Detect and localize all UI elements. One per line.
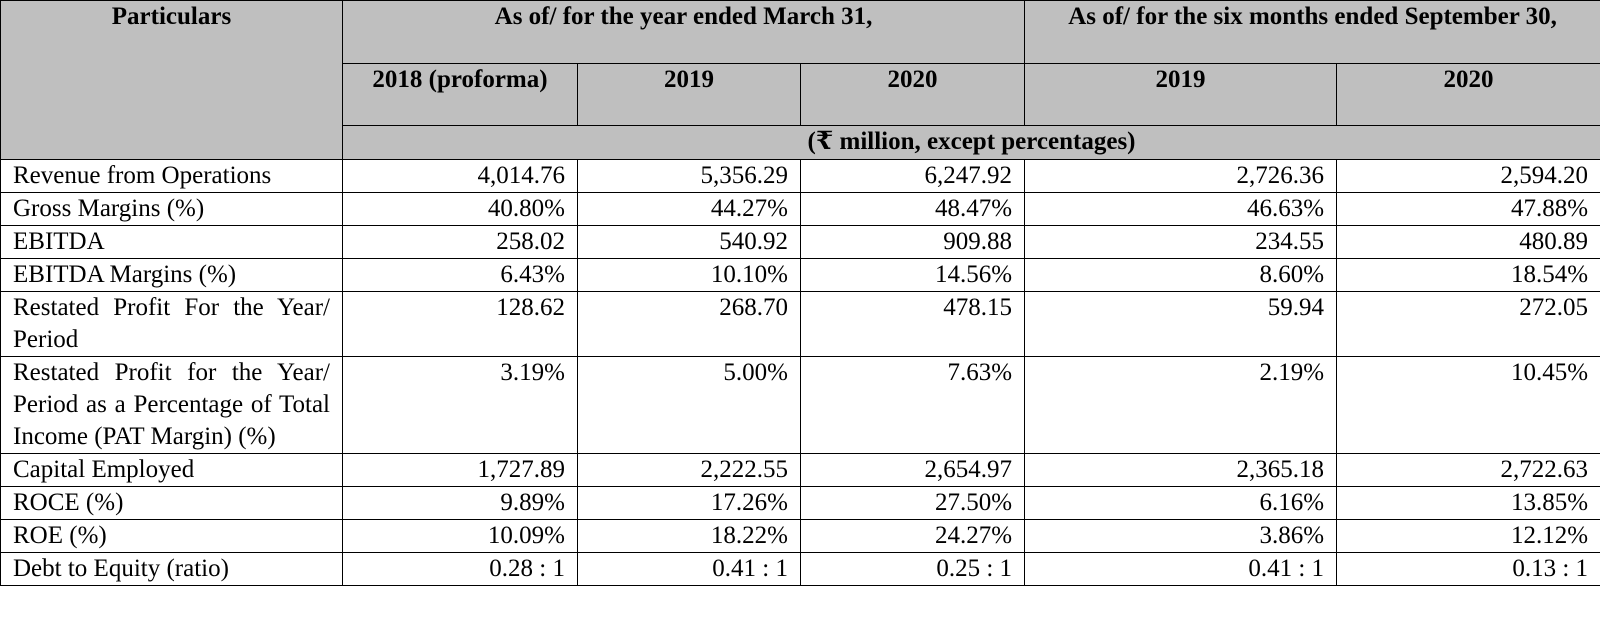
year-header-fy-2018: 2018 (proforma) (343, 64, 578, 126)
table-cell: 478.15 (801, 292, 1025, 357)
table-cell: 12.12% (1337, 520, 1600, 553)
table-cell: 2.19% (1025, 357, 1337, 454)
row-label: Restated Profit For the Year/ Period (1, 292, 343, 357)
table-cell: 5.00% (578, 357, 801, 454)
table-cell: 44.27% (578, 193, 801, 226)
table-row (1, 454, 1600, 487)
header-group-row (1, 1, 1600, 64)
table-cell: 128.62 (343, 292, 578, 357)
table-cell: 2,365.18 (1025, 454, 1337, 487)
table-cell: 40.80% (343, 193, 578, 226)
table-cell: 480.89 (1337, 226, 1600, 259)
table-cell: 10.45% (1337, 357, 1600, 454)
table-row (1, 226, 1600, 259)
table-cell: 268.70 (578, 292, 801, 357)
table-cell: 7.63% (801, 357, 1025, 454)
table-cell: 4,014.76 (343, 160, 578, 193)
table-cell: 0.28 : 1 (343, 553, 578, 586)
table-cell: 540.92 (578, 226, 801, 259)
row-label: EBITDA (1, 226, 343, 259)
table-cell: 5,356.29 (578, 160, 801, 193)
row-label: Revenue from Operations (1, 160, 343, 193)
table-cell: 10.10% (578, 259, 801, 292)
table-cell: 272.05 (1337, 292, 1600, 357)
table-cell: 14.56% (801, 259, 1025, 292)
table-cell: 59.94 (1025, 292, 1337, 357)
table-cell: 2,722.63 (1337, 454, 1600, 487)
table-cell: 27.50% (801, 487, 1025, 520)
table-cell: 18.22% (578, 520, 801, 553)
table-cell: 2,726.36 (1025, 160, 1337, 193)
year-header-6m-2019: 2019 (1025, 64, 1337, 126)
row-label: ROCE (%) (1, 487, 343, 520)
particulars-header: Particulars (1, 1, 343, 160)
six-months-group-header: As of/ for the six months ended September 30, (1025, 1, 1600, 64)
table-row (1, 160, 1600, 193)
year-header-6m-2020: 2020 (1337, 64, 1600, 126)
table-cell: 13.85% (1337, 487, 1600, 520)
row-label: ROE (%) (1, 520, 343, 553)
table-body (1, 160, 1600, 586)
table-cell: 1,727.89 (343, 454, 578, 487)
fiscal-year-group-header: As of/ for the year ended March 31, (343, 1, 1025, 64)
table-cell: 18.54% (1337, 259, 1600, 292)
table-cell: 0.13 : 1 (1337, 553, 1600, 586)
table-cell: 47.88% (1337, 193, 1600, 226)
table-cell: 6,247.92 (801, 160, 1025, 193)
table-cell: 2,222.55 (578, 454, 801, 487)
table-cell: 258.02 (343, 226, 578, 259)
table-cell: 6.43% (343, 259, 578, 292)
table-cell: 909.88 (801, 226, 1025, 259)
table-row (1, 553, 1600, 586)
table-cell: 234.55 (1025, 226, 1337, 259)
table-row (1, 193, 1600, 226)
table-cell: 6.16% (1025, 487, 1337, 520)
table-cell: 24.27% (801, 520, 1025, 553)
table-cell: 2,654.97 (801, 454, 1025, 487)
row-label: Restated Profit for the Year/ Period as a Percentage of Total Income (PAT Margin) (%) (1, 357, 343, 454)
table-cell: 10.09% (343, 520, 578, 553)
table-row (1, 487, 1600, 520)
row-label: Gross Margins (%) (1, 193, 343, 226)
table-cell: 9.89% (343, 487, 578, 520)
row-label: Capital Employed (1, 454, 343, 487)
table-cell: 17.26% (578, 487, 801, 520)
unit-note: (₹ million, except percentages) (343, 126, 1600, 160)
table-cell: 3.86% (1025, 520, 1337, 553)
table-cell: 2,594.20 (1337, 160, 1600, 193)
table-cell: 0.25 : 1 (801, 553, 1025, 586)
table-row (1, 292, 1600, 357)
year-header-fy-2020: 2020 (801, 64, 1025, 126)
row-label: EBITDA Margins (%) (1, 259, 343, 292)
year-header-fy-2019: 2019 (578, 64, 801, 126)
table-cell: 3.19% (343, 357, 578, 454)
row-label: Debt to Equity (ratio) (1, 553, 343, 586)
table-header (1, 1, 1600, 160)
table-row (1, 520, 1600, 553)
table-cell: 0.41 : 1 (578, 553, 801, 586)
table-cell: 0.41 : 1 (1025, 553, 1337, 586)
table-cell: 46.63% (1025, 193, 1337, 226)
table-row (1, 259, 1600, 292)
table-cell: 48.47% (801, 193, 1025, 226)
table-row (1, 357, 1600, 454)
table-cell: 8.60% (1025, 259, 1337, 292)
